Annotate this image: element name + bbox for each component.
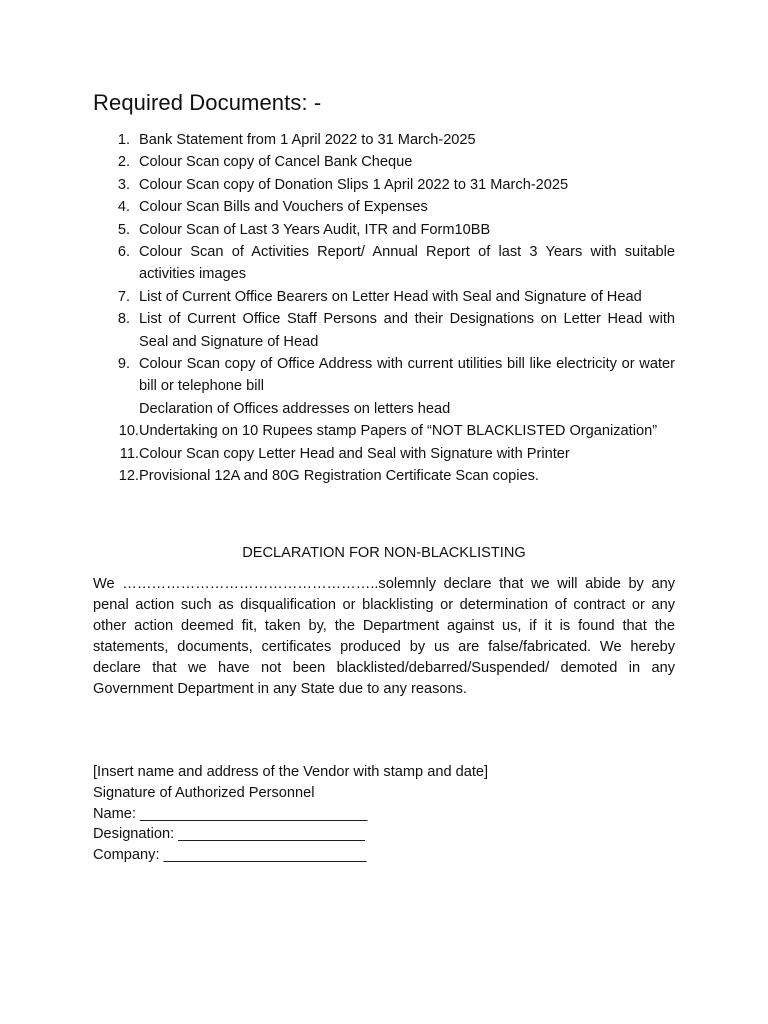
list-item-text: Undertaking on 10 Rupees stamp Papers of “NOT BLACKLISTED Organization” bbox=[139, 423, 658, 440]
list-item-text: Colour Scan copy of Cancel Bank Cheque bbox=[139, 154, 413, 171]
list-item bbox=[93, 308, 675, 353]
list-item-number: 8. bbox=[117, 311, 130, 328]
list-item-text bbox=[139, 353, 675, 420]
name-field bbox=[93, 804, 675, 825]
list-item-number: 2. bbox=[117, 154, 130, 171]
authorized-signature-label: Signature of Authorized Personnel bbox=[93, 784, 315, 801]
list-item bbox=[93, 465, 675, 487]
list-item-text: Colour Scan copy of Donation Slips 1 April 2022 to 31 March-2025 bbox=[139, 176, 569, 193]
page-title: Required Documents: - bbox=[93, 90, 322, 115]
list-item-number: 3. bbox=[117, 176, 130, 193]
list-item bbox=[93, 129, 675, 151]
list-item-text: Provisional 12A and 80G Registration Certificate Scan copies. bbox=[139, 468, 539, 485]
list-item-line: Colour Scan copy of Office Address with current utilities bill like electricity or water bill or telephone bill bbox=[139, 356, 675, 395]
list-item-number: 11. bbox=[119, 445, 139, 462]
list-item-text: Colour Scan of Activities Report/ Annual Report of last 3 Years with suitable activities images bbox=[139, 244, 675, 283]
list-item bbox=[93, 420, 675, 442]
list-item-number: 1. bbox=[117, 132, 130, 148]
list-item-number: 4. bbox=[117, 199, 130, 216]
company-blank-line: _________________________ bbox=[163, 847, 367, 864]
name-label: Name: bbox=[93, 805, 141, 822]
company-label: Company: bbox=[93, 847, 164, 864]
list-item-text: List of Current Office Staff Persons and their Designations on Letter Head with Seal and Signature of Head bbox=[139, 311, 675, 350]
list-item bbox=[93, 241, 675, 286]
declaration-body: We ……………………………………………..solemnly declare that we will abide by any penal action such as disqualification or blacklisting or determination of contract or any other action deemed fit, taken by, the Department against us, if it is found that the statements, documents, certificates produced by us are false/fabricated. We hereby declare that we have not been blacklisted/debarred/Suspended/ demoted in any Government Department in any State due to any reasons. bbox=[93, 576, 675, 697]
list-item-text: Colour Scan of Last 3 Years Audit, ITR and Form10BB bbox=[139, 221, 491, 238]
list-item bbox=[93, 219, 675, 241]
declaration-title: DECLARATION FOR NON-BLACKLISTING bbox=[242, 545, 526, 561]
list-item-line: Declaration of Offices addresses on letters head bbox=[139, 400, 451, 417]
name-blank-line: ____________________________ bbox=[140, 805, 368, 822]
list-item bbox=[93, 174, 675, 196]
list-item-text: List of Current Office Bearers on Letter Head with Seal and Signature of Head bbox=[139, 288, 642, 305]
list-item-text: Colour Scan copy Letter Head and Seal with Signature with Printer bbox=[139, 445, 570, 462]
signature-block bbox=[93, 762, 675, 866]
list-item bbox=[93, 443, 675, 465]
designation-blank-line: _______________________ bbox=[178, 826, 365, 843]
list-item-number: 10. bbox=[118, 423, 139, 440]
list-item bbox=[93, 196, 675, 218]
list-item bbox=[93, 353, 675, 420]
list-item-number: 7. bbox=[117, 288, 130, 305]
vendor-instruction: [Insert name and address of the Vendor with stamp and date] bbox=[93, 764, 489, 780]
company-field bbox=[93, 845, 675, 866]
list-item-number: 6. bbox=[117, 244, 130, 261]
list-item-number: 9. bbox=[117, 356, 130, 373]
designation-label: Designation: bbox=[93, 826, 179, 843]
designation-field bbox=[93, 824, 675, 845]
list-item-number: 5. bbox=[117, 221, 130, 238]
list-item-text: Bank Statement from 1 April 2022 to 31 March-2025 bbox=[139, 132, 476, 148]
list-item bbox=[93, 286, 675, 308]
list-item-number: 12. bbox=[118, 468, 139, 485]
required-documents-list bbox=[93, 129, 675, 488]
list-item-text: Colour Scan Bills and Vouchers of Expenses bbox=[139, 199, 428, 216]
list-item bbox=[93, 151, 675, 173]
